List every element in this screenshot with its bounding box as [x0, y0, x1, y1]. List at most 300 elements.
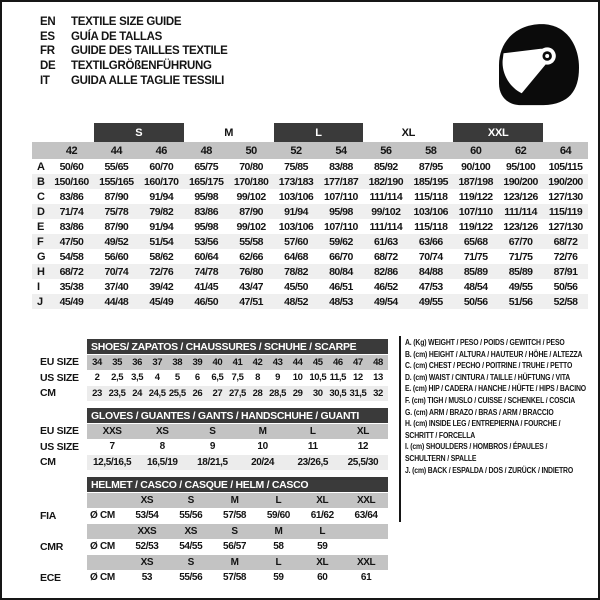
size-cell: 173/183 — [278, 175, 314, 188]
helmet-title: HELMET / CASCO / CASQUE / HELM / CASCO — [87, 477, 388, 492]
size-cell: XXS — [102, 425, 122, 437]
size-cell: 115/119 — [548, 205, 583, 218]
size-cell: 85/92 — [373, 160, 398, 173]
size-cell: 46 — [332, 356, 343, 368]
row-label — [40, 493, 87, 508]
size-cell: 99/102 — [236, 220, 266, 233]
row-label: CM — [40, 386, 87, 401]
size-cell: 7 — [109, 441, 115, 453]
size-cell: 56/57 — [223, 541, 247, 553]
size-cell: 9 — [209, 441, 215, 453]
row-cells — [87, 455, 388, 470]
row-label: ECE — [40, 571, 87, 586]
shoes-size-table — [40, 339, 388, 401]
gloves-title: GLOVES / GUANTES / GANTS / HANDSCHUHE / GUANTI — [87, 408, 388, 423]
legend-item: I. (cm) SHOULDERS / HOMBROS / ÉPAULES / SCHULTERN / SPALLE — [405, 441, 548, 463]
size-cell: 90/100 — [461, 160, 491, 173]
size-cell: 35/38 — [59, 280, 84, 293]
size-cell: 23 — [92, 387, 102, 399]
size-number: 52 — [290, 144, 302, 157]
language-code: ES — [40, 30, 55, 43]
size-cell: 36 — [132, 356, 143, 368]
size-number: 46 — [155, 144, 167, 157]
size-cell: 111/114 — [369, 190, 403, 203]
size-cell: 79/82 — [149, 205, 174, 218]
helmet-row — [40, 493, 388, 508]
size-cell: L — [275, 556, 282, 568]
diameter-cm-label — [87, 493, 125, 508]
size-cell: XS — [155, 425, 169, 437]
size-cell: 7,5 — [231, 372, 244, 384]
size-cell: 50/56 — [553, 280, 578, 293]
size-cell: 182/190 — [368, 175, 404, 188]
size-cell: 71/74 — [59, 205, 84, 218]
size-cell: 61/63 — [373, 235, 398, 248]
size-cell: 60/64 — [194, 250, 219, 263]
size-cell: 37 — [152, 356, 163, 368]
size-cell: 57/58 — [223, 510, 247, 522]
row-cells — [87, 371, 388, 386]
size-cell: 26 — [192, 387, 203, 399]
size-cell: M — [274, 525, 283, 537]
row-letter: D — [37, 205, 45, 218]
size-cell: XS — [184, 525, 198, 537]
size-cell: 160/170 — [144, 175, 179, 188]
size-cell: 30,5 — [329, 387, 347, 399]
language-title-list — [40, 15, 228, 88]
size-cell: 99/102 — [371, 205, 401, 218]
size-number: 62 — [514, 144, 527, 157]
row-label: EU SIZE — [40, 355, 87, 370]
legend-item: C. (cm) CHEST / PECHO / POITRINE / TRUHE / PETTO — [405, 360, 573, 371]
size-cell: 190/200 — [503, 175, 538, 188]
size-group-XXL: XXL — [453, 123, 543, 142]
size-cell: 107/110 — [324, 190, 358, 203]
size-number: 50 — [245, 144, 257, 157]
guide-title: TEXTILGRÖßENFÜHRUNG — [71, 60, 212, 73]
language-row — [40, 73, 228, 88]
size-cell: 52/58 — [553, 295, 578, 308]
size-cell: 91/94 — [149, 220, 174, 233]
gloves-row — [40, 440, 388, 455]
size-cell: 48 — [373, 356, 383, 368]
shoes-row — [40, 355, 388, 370]
table-row-C — [32, 189, 588, 204]
row-cells — [87, 540, 388, 555]
size-cell: 83/86 — [59, 190, 84, 203]
row-label — [40, 524, 87, 539]
size-cell: 59/62 — [329, 235, 353, 248]
size-cell: 75/85 — [284, 160, 308, 173]
size-cell: 59 — [317, 541, 328, 553]
size-cell: 50/60 — [59, 160, 84, 173]
size-cell: 45 — [312, 356, 323, 368]
size-cell: 187/198 — [458, 175, 493, 188]
size-cell: 67/70 — [508, 235, 533, 248]
size-number: 58 — [425, 144, 437, 157]
size-cell: 76/80 — [239, 265, 263, 278]
size-cell: 95/100 — [506, 160, 536, 173]
size-cell: 66/70 — [329, 250, 353, 263]
size-cell: 95/98 — [329, 205, 353, 218]
row-cells — [87, 355, 388, 370]
size-cell: 68/72 — [59, 265, 84, 278]
size-cell: 115/118 — [414, 220, 448, 233]
helmet-size-table — [40, 477, 388, 585]
size-cell: M — [258, 425, 267, 437]
size-cell: M — [230, 494, 239, 506]
row-label: EU SIZE — [40, 424, 87, 439]
row-letter: H — [37, 265, 45, 278]
helmet-row — [40, 555, 388, 570]
size-cell: 70/74 — [104, 265, 129, 278]
size-cell: 103/106 — [413, 205, 449, 218]
size-cell: 47/53 — [418, 280, 443, 293]
table-row-F — [32, 234, 588, 249]
size-cell: 55/65 — [104, 160, 129, 173]
size-cell: 12 — [353, 372, 363, 384]
size-cell: 43/47 — [239, 280, 263, 293]
size-cell: 31,5 — [349, 387, 367, 399]
size-cell: 103/106 — [278, 190, 314, 203]
size-cell: 55/56 — [179, 572, 203, 584]
size-cell: 45/50 — [284, 280, 308, 293]
size-cell: 177/187 — [323, 175, 359, 188]
size-cell: 53/56 — [194, 235, 219, 248]
row-letter: B — [37, 175, 45, 188]
size-cell: 107/110 — [324, 220, 358, 233]
size-cell: 57/58 — [223, 572, 247, 584]
helmet-row — [40, 571, 388, 586]
table-row-G — [32, 249, 588, 264]
size-cell: 16,5/19 — [146, 456, 178, 468]
language-code: DE — [40, 60, 56, 73]
row-cells — [87, 386, 388, 401]
size-cell: 6,5 — [211, 372, 224, 384]
table-row-A — [32, 159, 588, 174]
size-cell: XL — [316, 494, 329, 506]
table-row-H — [32, 264, 588, 279]
size-cell: 59/60 — [266, 510, 290, 522]
size-cell: 75/78 — [104, 205, 129, 218]
size-cell: 87/95 — [418, 160, 443, 173]
size-cell: 23/26,5 — [297, 456, 329, 468]
language-row — [40, 44, 228, 59]
size-cell: 70/74 — [418, 250, 443, 263]
size-group-S: S — [94, 123, 184, 142]
size-cell: 70/80 — [239, 160, 263, 173]
language-code: IT — [40, 74, 50, 87]
size-cell: 190/200 — [548, 175, 583, 188]
size-number: 56 — [380, 144, 392, 157]
size-cell: 25,5 — [168, 387, 186, 399]
legend-divider-line — [399, 336, 401, 522]
size-cell: 82/86 — [373, 265, 398, 278]
size-cell: 72/76 — [149, 265, 174, 278]
size-cell: 58 — [273, 541, 284, 553]
row-letter: G — [37, 250, 46, 263]
size-cell: 51/54 — [149, 235, 174, 248]
size-cell: 61 — [360, 572, 372, 584]
size-cell: 3,5 — [131, 372, 144, 384]
size-cell: 87/90 — [104, 220, 129, 233]
size-cell: 8 — [255, 372, 260, 384]
row-cells — [87, 440, 388, 455]
size-cell: 115/118 — [414, 190, 448, 203]
row-cells — [87, 493, 388, 508]
size-cell: 12,5/16,5 — [93, 456, 132, 468]
size-cell: 24 — [132, 387, 143, 399]
size-cell: XS — [140, 556, 154, 568]
size-cell: 111/114 — [369, 220, 403, 233]
measurement-rows — [32, 159, 588, 309]
size-cell: 123/126 — [503, 220, 538, 233]
legend-item: E. (cm) HIP / CADERA / HANCHE / HÜFTE / HIPS / BACINO — [405, 383, 586, 394]
size-cell: 28 — [252, 387, 263, 399]
size-cell: 30 — [312, 387, 323, 399]
size-cell: 71/75 — [508, 250, 533, 263]
size-cell: 61/62 — [310, 510, 334, 522]
size-number: 54 — [335, 144, 347, 157]
size-cell: 50/56 — [463, 295, 488, 308]
row-letter: E — [37, 220, 45, 233]
size-cell: S — [187, 556, 194, 568]
size-cell: 51/56 — [508, 295, 533, 308]
size-cell: 48/54 — [463, 280, 488, 293]
size-cell: 11,5 — [329, 372, 347, 384]
diameter-cm-label — [87, 555, 125, 570]
guide-title: GUIDE DES TAILLES TEXTILE — [71, 45, 228, 58]
table-row-B — [32, 174, 588, 189]
size-cell: 35 — [112, 356, 122, 368]
size-group-M: M — [224, 126, 234, 139]
language-row — [40, 30, 228, 45]
row-letter: A — [37, 160, 45, 173]
legend-item: A. (Kg) WEIGHT / PESO / POIDS / GEWITCH / PESO — [405, 337, 565, 347]
shoes-row — [40, 386, 388, 401]
size-number: 42 — [65, 144, 78, 157]
size-cell: 46/51 — [329, 280, 353, 293]
language-row — [40, 15, 228, 30]
size-cell: 107/110 — [458, 205, 493, 218]
size-cell: 29 — [292, 387, 303, 399]
size-group-row — [32, 123, 588, 142]
guide-title: GUÍA DE TALLAS — [71, 30, 162, 43]
size-cell: 24,5 — [148, 387, 166, 399]
size-cell: 105/115 — [548, 160, 583, 173]
guide-title: TEXTILE SIZE GUIDE — [71, 16, 182, 29]
size-cell: 25,5/30 — [347, 456, 379, 468]
size-cell: 87/91 — [553, 265, 578, 278]
size-cell: 23,5 — [108, 387, 126, 399]
size-cell: 39 — [192, 356, 203, 368]
size-cell: 78/82 — [284, 265, 308, 278]
gloves-row — [40, 424, 388, 439]
row-cells — [87, 555, 388, 570]
size-cell: 8 — [159, 441, 165, 453]
size-cell: 85/89 — [508, 265, 533, 278]
size-cell: 49/54 — [373, 295, 398, 308]
row-letter: J — [37, 295, 43, 308]
size-cell: 4 — [154, 372, 160, 384]
size-cell: 49/52 — [104, 235, 129, 248]
table-row-J — [32, 294, 588, 309]
size-cell: 72/76 — [553, 250, 578, 263]
size-cell: 127/130 — [548, 190, 583, 203]
row-label: US SIZE — [40, 371, 87, 386]
size-cell: 43 — [272, 356, 283, 368]
row-letter: C — [37, 190, 45, 203]
size-cell: 71/75 — [463, 250, 488, 263]
row-label: CMR — [40, 540, 87, 555]
size-cell: 95/98 — [194, 220, 219, 233]
size-cell: 46/52 — [373, 280, 398, 293]
row-cells — [87, 424, 388, 439]
size-cell: XXL — [356, 494, 376, 506]
diameter-cm-label: Ø CM — [90, 510, 115, 522]
language-row — [40, 59, 228, 74]
row-letter: I — [37, 280, 40, 293]
helmet-row — [40, 540, 388, 555]
size-cell: 57/60 — [284, 235, 308, 248]
size-cell: XXL — [356, 556, 376, 568]
size-cell: 27 — [212, 387, 223, 399]
size-cell: 42 — [252, 356, 263, 368]
size-cell: 63/64 — [354, 510, 378, 522]
size-cell: 44 — [292, 356, 303, 368]
size-cell: XL — [356, 425, 369, 437]
size-cell: 48/53 — [329, 295, 353, 308]
legend-item: H. (cm) INSIDE LEG / ENTREPIERNA / FOURCHE / SCHRITT / FORCELLA — [405, 418, 561, 440]
size-cell: L — [319, 525, 326, 537]
diameter-cm-label: Ø CM — [90, 572, 115, 584]
row-cells — [87, 524, 388, 539]
size-cell: 49/55 — [418, 295, 443, 308]
size-cell: 52/53 — [135, 541, 159, 553]
size-cell: S — [231, 525, 238, 537]
size-cell: 59 — [273, 572, 284, 584]
size-cell: L — [309, 425, 316, 437]
size-cell: 60 — [317, 572, 328, 584]
row-letter: F — [37, 235, 44, 248]
size-cell: 2,5 — [111, 372, 124, 384]
language-code: EN — [40, 16, 56, 29]
row-label — [40, 555, 87, 570]
racing-helmet-icon — [489, 18, 589, 114]
size-cell: 27,5 — [229, 387, 246, 399]
size-cell: 49/55 — [508, 280, 533, 293]
language-code: FR — [40, 45, 55, 58]
size-cell: 80/84 — [329, 265, 353, 278]
size-cell: 55/56 — [179, 510, 203, 522]
size-cell: 47/50 — [59, 235, 84, 248]
size-cell: S — [187, 494, 194, 506]
corner-cell — [32, 142, 49, 159]
size-cell: 103/106 — [278, 220, 314, 233]
size-cell: 45/49 — [59, 295, 84, 308]
size-cell: 87/90 — [104, 190, 129, 203]
size-cell: 155/165 — [99, 175, 134, 188]
size-cell: 44/48 — [104, 295, 129, 308]
diameter-cm-label: Ø CM — [90, 541, 115, 553]
size-cell: 65/75 — [194, 160, 219, 173]
helmet-row — [40, 509, 388, 524]
size-cell: M — [230, 556, 239, 568]
size-group-XL: XL — [401, 126, 416, 139]
size-cell: 119/122 — [458, 190, 493, 203]
size-cell: 55/58 — [239, 235, 263, 248]
gloves-row — [40, 455, 388, 470]
table-row-E — [32, 219, 588, 234]
shoes-title: SHOES/ ZAPATOS / CHAUSSURES / SCHUHE / SCARPE — [87, 339, 388, 354]
size-number: 60 — [470, 144, 482, 157]
helmet-row — [40, 524, 388, 539]
size-cell: 170/180 — [233, 175, 269, 188]
size-cell: 95/98 — [194, 190, 219, 203]
size-cell: 2 — [94, 372, 100, 384]
size-cell: 41 — [232, 356, 243, 368]
size-cell: 47 — [353, 356, 363, 368]
size-cell: 56/60 — [104, 250, 129, 263]
size-cell: 48/52 — [284, 295, 308, 308]
size-cell: 11 — [307, 441, 318, 453]
size-cell: 9 — [275, 372, 281, 384]
size-cell: 165/175 — [188, 175, 224, 188]
row-label: FIA — [40, 509, 87, 524]
size-cell: 83/86 — [194, 205, 219, 218]
size-cell: 41/45 — [194, 280, 219, 293]
textile-size-table — [32, 123, 588, 309]
legend-item: F. (cm) TIGH / MUSLO / CUISSE / SCHENKEL / COSCIA — [405, 394, 576, 405]
legend-item: D. (cm) WAIST / CINTURA / TAILLE / HÜFTUNG / VITA — [405, 371, 571, 382]
size-cell: XXS — [137, 525, 157, 537]
row-cells — [87, 571, 388, 586]
legend-item: G. (cm) ARM / BRAZO / BRAS / ARM / BRACCIO — [405, 406, 554, 417]
size-cell: 84/88 — [418, 265, 443, 278]
size-cell: 37/40 — [104, 280, 129, 293]
size-cell: 12 — [357, 441, 369, 453]
size-number: 64 — [559, 144, 572, 157]
row-label: US SIZE — [40, 440, 87, 455]
size-cell: S — [209, 425, 216, 437]
size-cell: 13 — [373, 372, 383, 384]
size-cell: 63/66 — [418, 235, 443, 248]
size-cell: 91/94 — [149, 190, 174, 203]
size-number: 48 — [200, 144, 212, 157]
size-cell: 58/62 — [149, 250, 174, 263]
size-cell: 5 — [174, 372, 180, 384]
size-cell: 111/114 — [504, 205, 537, 218]
size-cell: 34 — [92, 356, 102, 368]
size-cell: 127/130 — [548, 220, 583, 233]
size-number: 44 — [110, 144, 122, 157]
size-cell: 85/89 — [463, 265, 488, 278]
measurement-legend — [405, 337, 589, 476]
size-cell: 74/78 — [194, 265, 219, 278]
size-cell: 53/54 — [135, 510, 159, 522]
size-cell: 47/51 — [239, 295, 263, 308]
size-cell: 46/50 — [194, 295, 219, 308]
size-cell: 39/42 — [149, 280, 174, 293]
size-cell: 83/86 — [59, 220, 84, 233]
table-row-D — [32, 204, 588, 219]
size-cell: L — [275, 494, 282, 506]
size-cell: 28,5 — [269, 387, 287, 399]
size-cell: 150/160 — [54, 175, 89, 188]
size-group-L: L — [274, 123, 364, 142]
row-label: CM — [40, 455, 87, 470]
size-cell: 10 — [292, 372, 303, 384]
